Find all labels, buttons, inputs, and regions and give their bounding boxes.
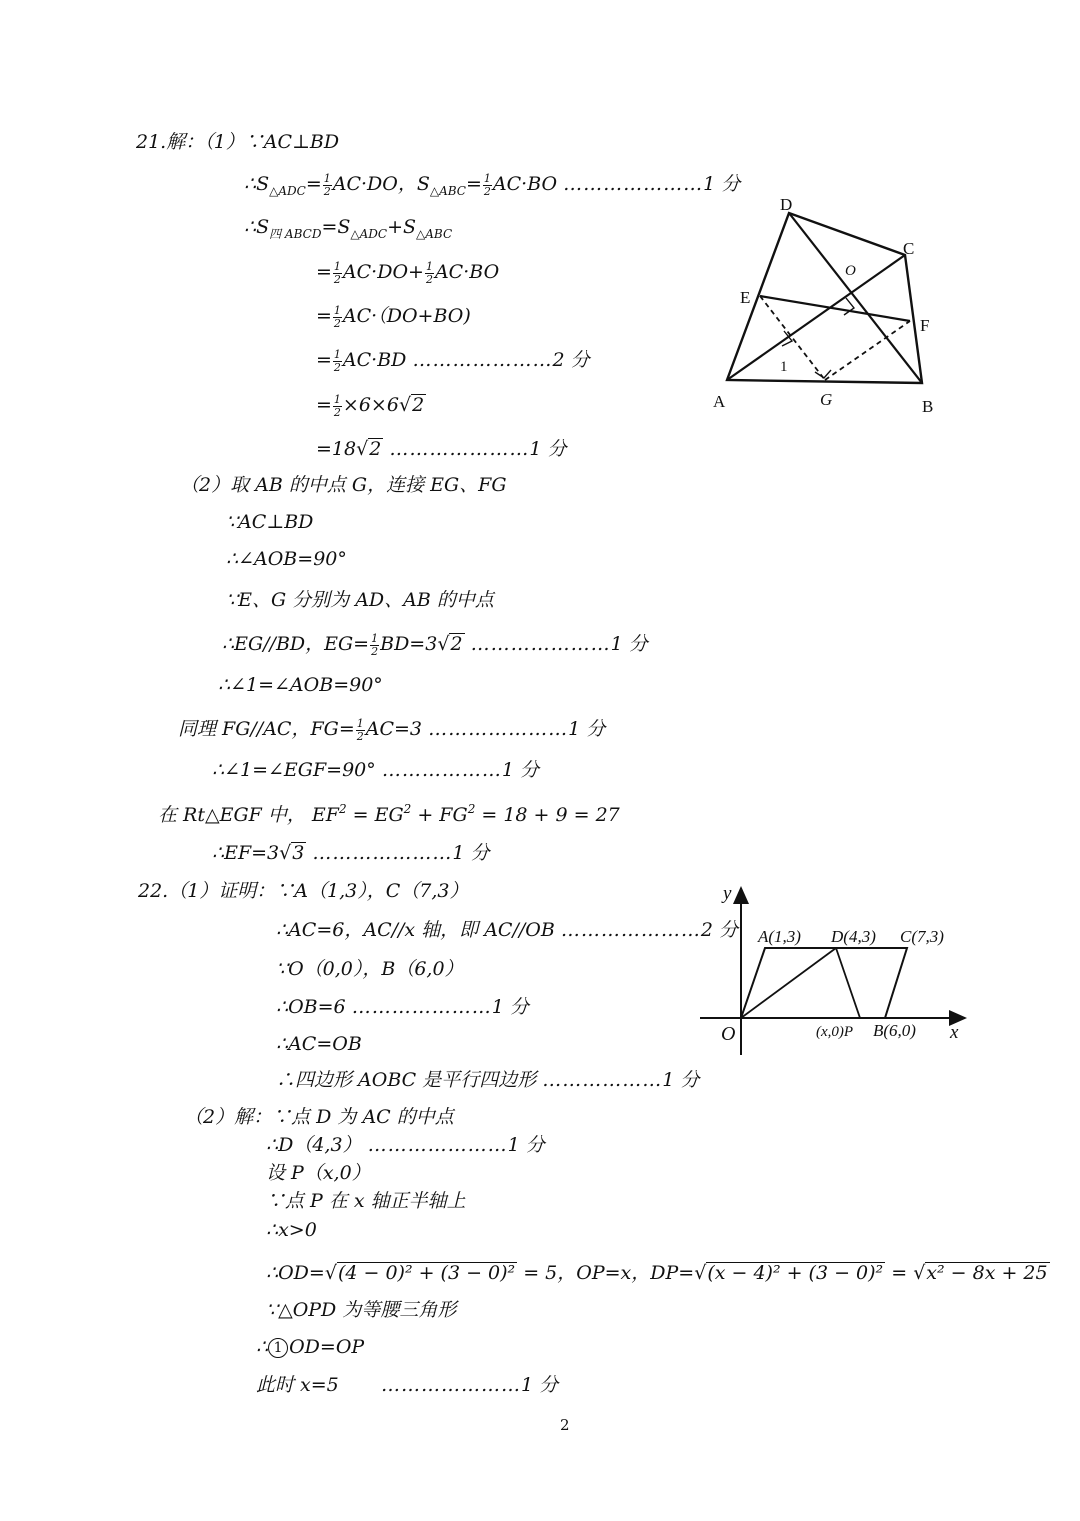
q22-part2-title: （2）解：∵点 D 为 AC 的中点 [184, 1106, 454, 1128]
q21-part2-line-6: 同理 FG//AC，FG= $\frac{1}{2}$ AC=3 …………………1 分 [178, 717, 606, 743]
q21-part2-line-1: ∵AC⊥BD [226, 511, 314, 533]
point-a-label: A(1,3) [758, 927, 801, 946]
q21-step-2: $\therefore S_{四 ABCD}=S_{\triangle ADC}+S_{\triangle ABC}$ [244, 216, 453, 241]
label-angle-1: 1 [780, 359, 788, 375]
q22-part2-line-4: ∴x>0 [266, 1219, 317, 1241]
point-c-label: C(7,3) [900, 927, 944, 946]
q22-line-3: ∴OB=6 …………………1 分 [276, 996, 529, 1018]
parallelogram-aobc [741, 948, 907, 1018]
label-a: A [713, 392, 726, 411]
q22-line-5: ∴四边形 AOBC 是平行四边形 ………………1 分 [276, 1069, 700, 1091]
y-axis-label: y [723, 883, 732, 904]
q21-step-1: $\therefore S_{\triangle ADC}=$ $\frac{1}{2}$ AC·DO，$S_{\triangle ABC}=$ $\frac{1}{2}$ AC·BO …………………1 分 [244, 172, 741, 199]
q22-figure [695, 880, 975, 1065]
q21-part2-line-7: ∴∠1=∠EGF=90° ………………1 分 [212, 759, 539, 781]
q22-part2-line-6: ∵△OPD 为等腰三角形 [266, 1299, 457, 1321]
q21-step-6: = $\frac{1}{2}$ ×6×6√2 [316, 393, 425, 419]
q21-step-5: = $\frac{1}{2}$ AC·BD …………………2 分 [316, 348, 590, 374]
triangle-opd [741, 948, 860, 1018]
q21-step-3: = $\frac{1}{2}$ AC·DO+ $\frac{1}{2}$ AC·BO [316, 260, 500, 286]
point-b-label: B(6,0) [873, 1021, 916, 1040]
label-b: B [922, 397, 934, 416]
q21-header: 21.解：（1）∵AC⊥BD [136, 131, 340, 153]
q21-part2-line-4: ∴EG//BD，EG= $\frac{1}{2}$ BD=3√2 …………………1 分 [222, 632, 648, 658]
q22-line-1: ∴AC=6，AC//x 轴，即 AC//OB …………………2 分 [276, 919, 738, 941]
q22-line-4: ∴AC=OB [276, 1033, 362, 1055]
label-f: F [920, 316, 930, 335]
q22-part2-line-3: ∵点 P 在 x 轴正半轴上 [266, 1190, 466, 1212]
point-d-label: D(4,3) [831, 927, 876, 946]
q21-part2-line-9: ∴EF=3√3 …………………1 分 [212, 842, 490, 864]
q22-header: 22.（1）证明：∵A（1,3），C（7,3） [138, 880, 469, 902]
q22-part2-line-7: ∴ 1 OD=OP [256, 1336, 365, 1358]
label-c: C [903, 239, 915, 258]
q22-part2-line-8: 此时 x=5 …………………1 分 [256, 1374, 559, 1396]
page-number: 2 [560, 1416, 570, 1434]
point-p-label: (x,0)P [816, 1024, 854, 1040]
q22-part2-line-2: 设 P（x,0） [266, 1162, 371, 1184]
quadrilateral-abcd [727, 213, 922, 383]
label-o: O [845, 263, 856, 279]
origin-label: O [721, 1023, 736, 1045]
label-d: D [780, 195, 793, 214]
q21-step-7: =18√2 …………………1 分 [316, 438, 567, 460]
q22-part2-line-1: ∴D（4,3） …………………1 分 [266, 1134, 545, 1156]
q21-figure [700, 190, 960, 425]
q22-line-2: ∵O（0,0），B（6,0） [276, 958, 464, 980]
x-axis-label: x [950, 1022, 959, 1043]
q22-part2-line-5: ∴OD=√(4 − 0)² + (3 − 0)² = 5，OP=x，DP=√(x − 4)² + (3 − 0)² = √x² − 8x + 25 [266, 1262, 1048, 1284]
label-e: E [740, 288, 751, 307]
q21-step-4: = $\frac{1}{2}$ AC·（DO+BO) [316, 304, 471, 330]
label-g: G [820, 390, 833, 409]
q21-part2-line-5: ∴∠1=∠AOB=90° [218, 674, 383, 696]
q21-part2-line-8: 在 Rt△EGF 中， $EF^2 = EG^2 + FG^2 = 18 + 9 = 27$ [158, 802, 620, 826]
q21-part2-title: （2）取 AB 的中点 G，连接 EG、FG [180, 474, 507, 496]
q21-part2-line-2: ∴∠AOB=90° [226, 548, 347, 570]
q21-part2-line-3: ∵E、G 分别为 AD、AB 的中点 [226, 589, 494, 611]
